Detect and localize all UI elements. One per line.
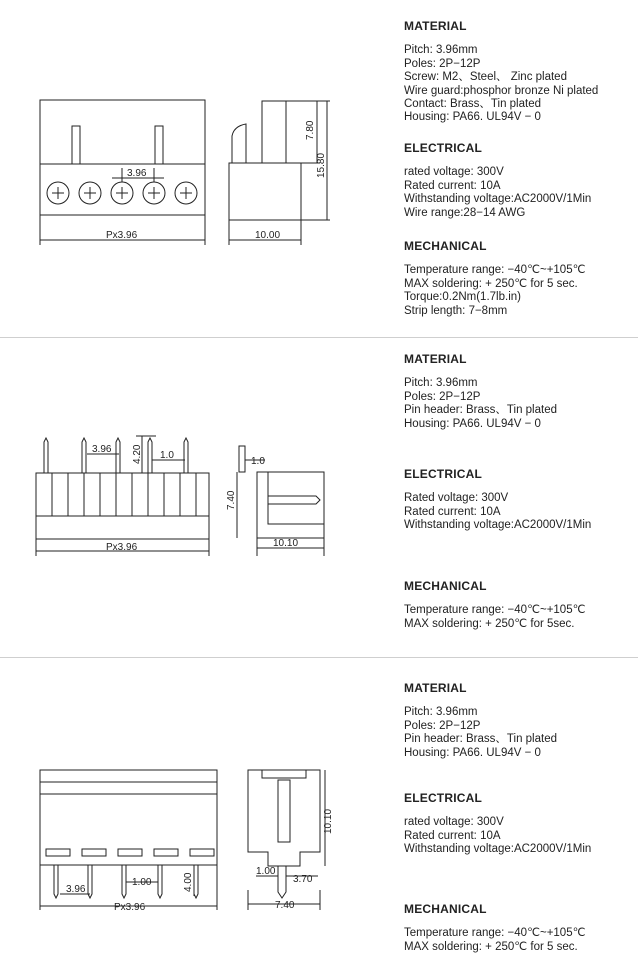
spec-line: Screw: M2、Steel、 Zinc plated	[404, 71, 567, 84]
spec-line: Temperature range: −40℃~+105℃	[404, 264, 586, 277]
right-angle-header-drawing	[0, 658, 400, 974]
spec-line: Housing: PA66. UL94V − 0	[404, 417, 541, 430]
dim-side-w: 7.40	[275, 900, 295, 911]
side-body	[229, 163, 301, 220]
side-horizontal-pin	[268, 496, 320, 504]
spec-electrical	[404, 468, 634, 533]
spec-line: Withstanding voltage:AC2000V/1Min	[404, 193, 592, 206]
spec-line: Rated voltage: 300V	[404, 492, 509, 505]
dim-side-width: 10.00	[255, 230, 281, 241]
wire-guard-right	[155, 126, 163, 164]
dim-side-pin: 1.0	[251, 456, 265, 467]
spec-mechanical	[404, 903, 634, 954]
dim-side-pin: 1.00	[256, 866, 276, 877]
spec-electrical	[404, 792, 634, 857]
spec-line: Housing: PA66. UL94V − 0	[404, 111, 541, 124]
spec-material	[404, 682, 634, 760]
dim-pitch: 3.96	[92, 444, 112, 455]
spec-material	[404, 353, 634, 431]
spec-line: MAX soldering: + 250℃ for 5 sec.	[404, 940, 578, 953]
spec-line: Poles: 2P−12P	[404, 719, 481, 732]
dim-width: Px3.96	[114, 902, 146, 913]
spec-line: rated voltage: 300V	[404, 816, 504, 829]
dim-pin-w: 1.0	[160, 450, 174, 461]
side-wire-guard	[232, 124, 246, 163]
pin-header-drawing	[0, 338, 400, 656]
spec-line: MAX soldering: + 250℃ for 5 sec.	[404, 277, 578, 290]
side-upper-block	[262, 101, 286, 163]
dim-side-w: 10.10	[273, 538, 299, 549]
side-housing	[248, 770, 320, 866]
side-housing	[257, 472, 324, 538]
spec-line: Pin header: Brass、Tin plated	[404, 404, 557, 417]
dim-pin-h: 4.20	[132, 444, 143, 464]
spec-line: Withstanding voltage:AC2000V/1Min	[404, 843, 592, 856]
dim-pitch: 3.96	[127, 168, 147, 179]
spec-electrical	[404, 142, 634, 220]
dim-h2: 15.80	[316, 152, 327, 178]
wire-guard-left	[72, 126, 80, 164]
dim-side-h: 10.10	[323, 808, 334, 834]
spec-line: Wire guard:phosphor bronze Ni plated	[404, 84, 599, 97]
spec-line: Housing: PA66. UL94V − 0	[404, 746, 541, 759]
spec-line: Pin header: Brass、Tin plated	[404, 733, 557, 746]
spec-line: rated voltage: 300V	[404, 166, 504, 179]
dim-h1: 7.80	[305, 120, 316, 140]
panel-2-specs	[404, 353, 634, 643]
header-body	[36, 473, 209, 516]
spec-line: Poles: 2P−12P	[404, 390, 481, 403]
section-title: MECHANICAL	[404, 902, 487, 916]
section-title: ELECTRICAL	[404, 467, 482, 481]
spec-line: Pitch: 3.96mm	[404, 377, 478, 390]
screw-terminal-drawing	[0, 0, 400, 335]
dim-pin-w: 1.00	[132, 877, 152, 888]
panel-1-drawing	[0, 0, 400, 335]
panel-3-drawing	[0, 658, 400, 974]
spec-line: Rated current: 10A	[404, 179, 501, 192]
spec-line: Poles: 2P−12P	[404, 57, 481, 70]
pin-windows	[46, 849, 214, 856]
spec-line: Pitch: 3.96mm	[404, 706, 478, 719]
side-pin	[239, 446, 245, 472]
spec-line: Withstanding voltage:AC2000V/1Min	[404, 519, 592, 532]
spec-line: Rated current: 10A	[404, 505, 501, 518]
spec-mechanical	[404, 580, 634, 631]
screw-heads	[47, 182, 197, 204]
spec-line: MAX soldering: + 250℃ for 5sec.	[404, 617, 575, 630]
panel-1-specs	[404, 20, 634, 330]
dim-side-off: 3.70	[293, 874, 313, 885]
spec-line: Contact: Brass、Tin plated	[404, 98, 541, 111]
section-title: MATERIAL	[404, 681, 467, 695]
spec-line: Pitch: 3.96mm	[404, 44, 478, 57]
spec-material	[404, 20, 634, 125]
dim-side-h: 7.40	[226, 490, 237, 510]
section-title: MATERIAL	[404, 352, 467, 366]
panel-3-specs	[404, 682, 634, 970]
panel-2-drawing	[0, 338, 400, 656]
header-ribs	[52, 473, 196, 516]
spec-line: Temperature range: −40℃~+105℃	[404, 927, 586, 940]
section-title: MECHANICAL	[404, 239, 487, 253]
spec-line: Temperature range: −40℃~+105℃	[404, 604, 586, 617]
dim-width: Px3.96	[106, 542, 138, 553]
dim-pin-h: 4.00	[183, 872, 194, 892]
side-pin	[278, 780, 290, 842]
section-title: ELECTRICAL	[404, 791, 482, 805]
spec-line: Rated current: 10A	[404, 829, 501, 842]
section-title: ELECTRICAL	[404, 141, 482, 155]
header-base	[36, 516, 209, 539]
spec-mechanical	[404, 240, 634, 318]
spec-line: Wire range:28−14 AWG	[404, 206, 526, 219]
dim-width: Px3.96	[106, 230, 138, 241]
dim-pitch: 3.96	[66, 884, 86, 895]
spec-line: Strip length: 7−8mm	[404, 304, 508, 317]
section-title: MATERIAL	[404, 19, 467, 33]
section-title: MECHANICAL	[404, 579, 487, 593]
spec-line: Torque:0.2Nm(1.7lb.in)	[404, 291, 521, 304]
